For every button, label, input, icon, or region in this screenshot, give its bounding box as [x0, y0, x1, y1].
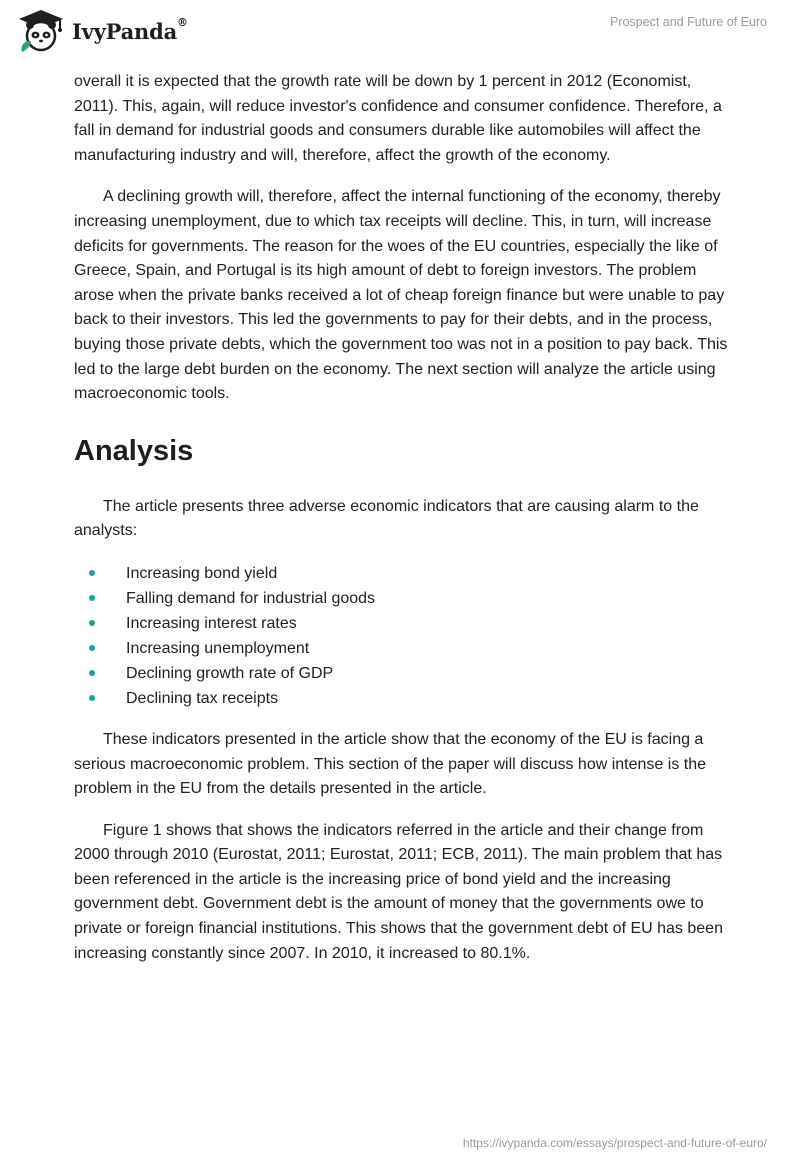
- paragraph: These indicators presented in the article show that the economy of the EU is facing a serious macroeconomic problem. This section of the paper will discuss how intense is the problem in the EU from the details presented in the article.: [74, 730, 706, 798]
- brand-name: IvyPanda®: [72, 15, 188, 44]
- bullet-icon: [89, 695, 95, 701]
- source-url[interactable]: https://ivypanda.com/essays/prospect-and-future-of-euro/: [462, 1136, 767, 1150]
- page-header: [0, 0, 800, 70]
- bullet-icon: [89, 670, 95, 676]
- panda-logo-icon: [16, 8, 66, 54]
- list-item: Declining growth rate of GDP: [74, 661, 730, 686]
- section-heading: Analysis: [74, 434, 194, 467]
- paragraph: overall it is expected that the growth rate will be down by 1 percent in 2012 (Economist, 2011). This, again, will reduce investor's confidence and consumer confidence. Therefore, a fall in demand for industrial goods and consumers durable like automobiles will affect the manufacturing industry and will, therefore, affect the growth of the economy.: [74, 73, 722, 164]
- document-title: Prospect and Future of Euro: [609, 15, 767, 29]
- list-item: Increasing interest rates: [74, 611, 730, 636]
- paragraph: Figure 1 shows that shows the indicators referred in the article and their change from 2000 through 2010 (Eurostat, 2011; Eurostat, 2011; ECB, 2011). The main problem that has been referenced in the article is the increasing price of bond yield and the increasing government debt. Government debt is the amount of money that the governments owe to private or foreign financial institutions. This shows that the government debt of EU has been increasing constantly since 2007. In 2010, it increased to 80.1%.: [74, 821, 723, 962]
- bullet-icon: [89, 645, 95, 651]
- bullet-icon: [89, 570, 95, 576]
- bullet-icon: [89, 595, 95, 601]
- list-item: Declining tax receipts: [74, 686, 730, 711]
- paragraph: The article presents three adverse economic indicators that are causing alarm to the analysts:: [74, 497, 699, 540]
- essay-content: [74, 70, 730, 983]
- paragraph: A declining growth will, therefore, affect the internal functioning of the economy, thereby increasing unemployment, due to which tax receipts will decline. This, in turn, will increase deficits for governments. The reason for the woes of the EU countries, especially the like of Greece, Spain, and Portugal is its high amount of debt to foreign investors. The problem arose when the private banks received a lot of cheap foreign finance but were unable to pay back to their investors. This led the governments to pay for their debts, and in the process, buying those private debts, which the government too was not in a position to pay back. This led to the large debt burden on the economy. The next section will analyze the article using macroeconomic tools.: [74, 188, 728, 403]
- list-item: Increasing bond yield: [74, 561, 730, 586]
- brand-logo[interactable]: [16, 8, 188, 54]
- list-item: Falling demand for industrial goods: [74, 586, 730, 611]
- list-item: Increasing unemployment: [74, 636, 730, 661]
- indicator-list: [74, 561, 730, 711]
- bullet-icon: [89, 620, 95, 626]
